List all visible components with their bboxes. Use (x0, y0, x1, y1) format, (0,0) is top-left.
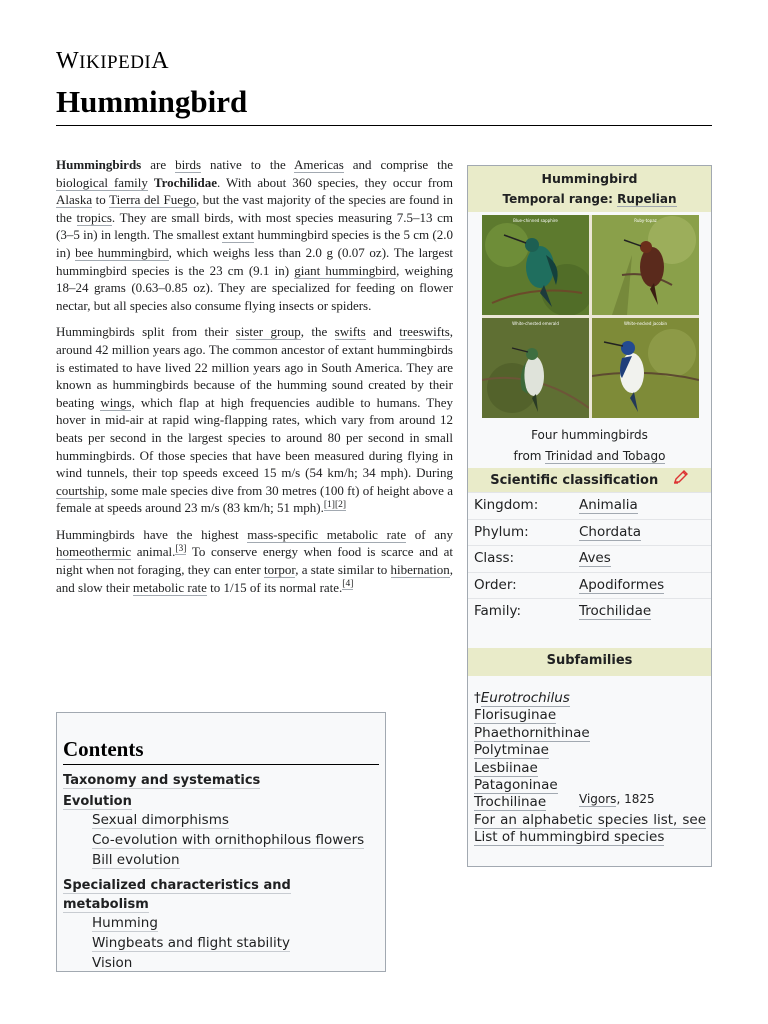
text-run: , which weighs less than 2.0 g (0.07 oz). The largest hummingbird species is the 23 cm (9.1 in) (56, 244, 453, 278)
taxonomy-link[interactable]: Chordata (579, 523, 641, 540)
text-run: Hummingbirds have the highest (56, 526, 248, 542)
toc-item-label: Wingbeats and flight stability (92, 935, 291, 952)
toc-item[interactable] (63, 771, 379, 790)
text-run: , weighing 18–24 grams (0.63–0.85 oz). They are specialized for feeding on flower nectar, but all species also consume flying insects or spiders. (56, 262, 453, 313)
toc-item-label: Specialized characteristics and metabolism (63, 878, 291, 913)
photo-white-chested-emerald (482, 318, 589, 418)
paragraph-intro (56, 156, 453, 314)
taxonomy-row (468, 545, 711, 571)
photo-ruby-topaz (592, 215, 699, 315)
subfamilies-heading (468, 648, 711, 676)
photo-caption: Blue-chinned sapphire (513, 218, 558, 223)
bold-term: Hummingbirds (56, 157, 142, 172)
toc-item-label: Sexual dimorphisms (92, 812, 229, 828)
subfamily-link[interactable]: Trochilinae (474, 794, 547, 811)
species-list-link[interactable]: List of hummingbird species (474, 829, 665, 846)
toc-item[interactable] (63, 792, 379, 811)
photo-caption: White-necked jacobin (623, 321, 668, 326)
text-run: To conserve energy when food is scarce and at night when not foraging, they can enter (56, 544, 453, 578)
taxobox-header (468, 166, 711, 212)
caption-line-1: Four hummingbirds (531, 428, 648, 442)
photo-white-necked-jacobin (592, 318, 699, 418)
toc-item-label: Vision (92, 954, 133, 971)
subfamily-items (474, 690, 706, 812)
article-link[interactable]: torpor (263, 562, 296, 578)
taxonomy-row (468, 598, 711, 624)
taxonomy-link[interactable]: Apodiformes (579, 576, 665, 593)
text-run: to (92, 192, 110, 208)
title-divider (56, 125, 712, 126)
taxonomy-value[interactable] (579, 493, 638, 518)
text-run: hummingbird species is the 5 cm (2.0 in) (56, 227, 453, 260)
text-run: animal. (131, 544, 176, 560)
toc-item[interactable] (63, 954, 379, 972)
trinidad-and-tobago-link[interactable]: Trinidad and Tobago (545, 449, 666, 463)
photo-blue-chinned-sapphire (482, 215, 589, 315)
taxonomy-value[interactable] (579, 573, 664, 598)
photo-caption: White-chested emerald (512, 321, 559, 326)
toc-list (63, 771, 379, 972)
text-run: native to the (201, 157, 294, 172)
subfamily-item[interactable] (474, 707, 706, 724)
text-run: , some male species dive from 30 metres (100 ft) of height above a female at speeds around 23 m/s (83 km/h; 51 mph). (56, 482, 453, 516)
subfamily-link[interactable]: Polytminae (474, 742, 549, 759)
toc-item-label: Evolution (63, 794, 132, 809)
page-title: Hummingbird (56, 84, 248, 119)
rupelian-link[interactable]: Rupelian (617, 192, 677, 206)
text-run: , around 42 million years ago. The common ancestor of extant hummingbirds is estimated to have lived 22 million years ago in South America. They are known as hummingbirds because of the humming sound created by their beating (56, 324, 454, 410)
vigors-link[interactable]: Vigors (579, 792, 617, 806)
article-link[interactable]: metabolic rate (132, 579, 207, 595)
citation-link[interactable]: [2] (334, 499, 347, 510)
bird-illustration (592, 318, 699, 418)
extinct-dagger: † (474, 690, 481, 706)
temporal-range-label: Temporal range: (502, 192, 618, 206)
taxonomy-link[interactable]: Aves (579, 550, 611, 566)
text-run: are (141, 157, 176, 172)
scientific-classification-heading (468, 468, 711, 493)
image-caption (468, 425, 711, 467)
article-link[interactable]: swifts (334, 324, 366, 340)
text-run: to 1/15 of its normal rate. (206, 579, 343, 595)
article-link[interactable]: biological family (56, 174, 148, 190)
toc-item[interactable] (63, 851, 379, 871)
taxonomy-value[interactable] (579, 520, 641, 545)
taxonomy-rank: Order: (474, 576, 517, 593)
text-run: Hummingbirds split from their (56, 324, 236, 340)
toc-item-label: Bill evolution (92, 851, 180, 868)
authority-year: , 1825 (616, 792, 655, 806)
species-list-note (474, 812, 706, 847)
toc-item[interactable] (63, 876, 379, 914)
article-link[interactable]: birds (175, 157, 202, 172)
taxonomy-row (468, 492, 711, 518)
text-run: and (365, 324, 400, 340)
article-link[interactable]: extant (222, 227, 255, 243)
subfamily-link[interactable]: Eurotrochilus (480, 690, 570, 706)
article-link[interactable]: sister group (235, 324, 301, 340)
scientific-classification-label: Scientific classification (490, 473, 659, 488)
caption-line-2 (468, 446, 711, 467)
subfamilies-label: Subfamilies (546, 653, 633, 668)
taxobox (467, 165, 712, 867)
taxonomy-rank: Class: (474, 550, 515, 566)
wordmark-a: A (151, 48, 170, 74)
bold-term: Trochilidae (153, 174, 217, 190)
hummingbird-photo-grid[interactable] (482, 215, 699, 418)
subfamily-item[interactable] (474, 760, 706, 777)
taxonomy-link[interactable]: Trochilidae (579, 603, 652, 619)
toc-item-label: Co-evolution with ornithophilous flowers (92, 831, 365, 848)
article-link[interactable]: tropics (76, 209, 112, 225)
article-link[interactable]: homeothermic (56, 544, 132, 560)
wordmark-middle: IKIPEDI (79, 52, 152, 73)
paragraph-evolution (56, 323, 453, 517)
toc-item[interactable] (63, 831, 379, 851)
citation-link[interactable]: [3] (175, 544, 187, 555)
subfamily-item[interactable] (474, 690, 706, 707)
text-run: , the (300, 324, 335, 340)
article-body (56, 156, 453, 605)
subfamily-item[interactable] (474, 725, 706, 742)
toc-item[interactable] (63, 914, 379, 934)
citation-ref[interactable] (335, 500, 346, 511)
caption-from: from (513, 449, 546, 463)
subfamily-item[interactable] (474, 742, 706, 759)
text-run: , a state similar to (295, 562, 391, 578)
article-link[interactable]: Alaska (56, 192, 93, 208)
taxonomy-row (468, 519, 711, 545)
article-link[interactable]: Americas (293, 157, 344, 172)
bird-illustration (592, 215, 699, 315)
table-of-contents (56, 712, 386, 972)
subfamily-link[interactable]: Phaethornithinae (474, 724, 590, 741)
photo-caption: Ruby-topaz (634, 218, 657, 223)
article-link[interactable]: giant hummingbird (294, 262, 397, 278)
taxobox-title: Hummingbird (541, 171, 638, 186)
toc-item-label: Taxonomy and systematics (63, 773, 261, 788)
text-run: . They are small birds, with most species measuring 7.5–13 cm (3–5 in) in length. The smallest (56, 209, 453, 243)
subfamily-item[interactable] (474, 777, 706, 794)
temporal-range (468, 186, 711, 206)
taxonomy-rank: Kingdom: (474, 497, 539, 513)
text-run: and comprise the (343, 157, 454, 172)
subfamily-link[interactable]: Lesbiinae (474, 759, 538, 776)
species-list-note-text: For an alphabetic species list, see (474, 811, 706, 828)
article-link[interactable]: wings (100, 394, 132, 410)
article-link[interactable]: bee hummingbird (75, 244, 169, 260)
wikipedia-wordmark[interactable] (56, 48, 169, 75)
citation-ref[interactable] (175, 544, 186, 555)
text-run: , but the vast majority of the species are found in the (56, 192, 453, 225)
text-run: . With about 360 species, they occur from (216, 174, 454, 190)
subfamily-link[interactable]: Patagoninae (474, 777, 558, 794)
text-run: of any (406, 526, 453, 542)
citation-link[interactable]: [4] (342, 579, 354, 590)
paragraph-metabolism (56, 526, 453, 596)
toc-item[interactable] (63, 934, 379, 954)
bird-illustration (482, 318, 589, 418)
toc-item[interactable] (63, 811, 379, 831)
taxonomy-row (468, 572, 711, 598)
wordmark-w: W (56, 48, 80, 74)
taxonomy-link[interactable]: Animalia (579, 497, 638, 513)
taxonomy-value[interactable] (579, 546, 611, 571)
text-run: , which flap at high frequencies audible to humans. They hover in mid-air at rapid wing-flapping rates, which vary from around 12 beats per second in the largest species to around 80 per second in small hummingbirds. Of those species that have been measured during flying in wind tunnels, their top speeds exceed 15 m/s (54 km/h; 34 mph). During (56, 394, 453, 481)
article-link[interactable]: mass-specific metabolic rate (247, 526, 407, 542)
text-run: , and slow their (56, 562, 454, 595)
subfamily-item[interactable] (474, 794, 706, 811)
bird-illustration (482, 215, 589, 315)
edit-pencil-icon[interactable] (673, 468, 689, 493)
toc-item-label: Humming (92, 915, 158, 932)
taxonomy-rank: Phylum: (474, 523, 529, 540)
citation-ref[interactable] (324, 500, 335, 511)
article-link[interactable]: hibernation (390, 562, 450, 578)
citation-link[interactable]: [1] (323, 499, 335, 510)
subfamilies-list (474, 690, 706, 847)
toc-title: Contents (63, 737, 379, 765)
article-link[interactable]: treeswifts (399, 324, 450, 340)
article-link[interactable]: courtship (56, 482, 105, 498)
article-link[interactable]: Tierra del Fuego (109, 192, 196, 208)
citation-ref[interactable] (342, 579, 353, 590)
taxonomy-rank: Family: (474, 603, 522, 619)
subfamily-link[interactable]: Florisuginae (474, 707, 557, 724)
taxonomy-value[interactable] (579, 599, 651, 624)
